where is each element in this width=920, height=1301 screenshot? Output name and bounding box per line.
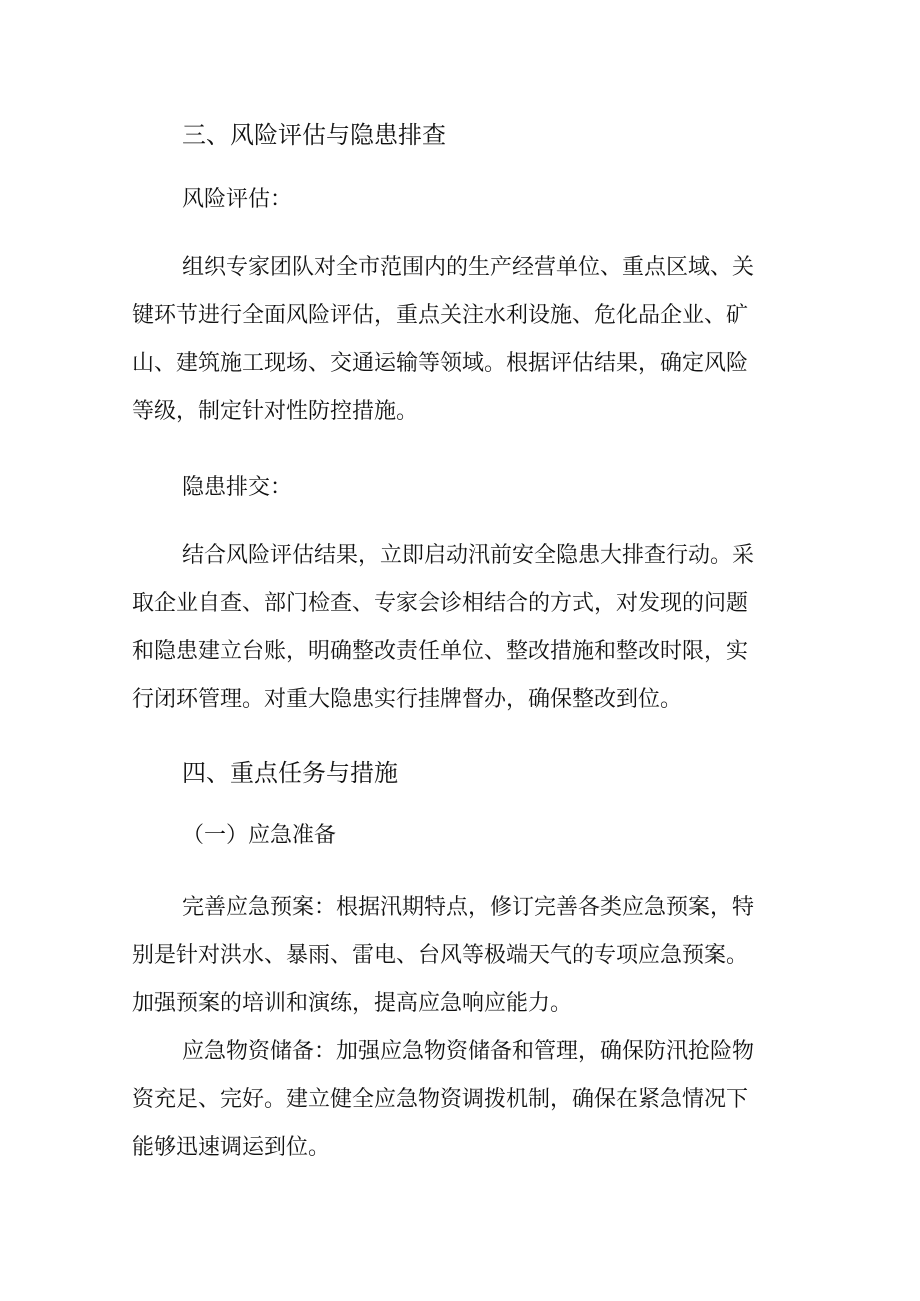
- paragraph-line: 结合风险评估结果，立即启动汛前安全隐患大排查行动。采: [182, 543, 755, 568]
- paragraph-line: 行闭环管理。对重大隐患实行挂牌督办，确保整改到位。: [132, 687, 683, 712]
- hazard-check-label: 隐患排交：: [182, 475, 293, 500]
- paragraph-line: 和隐患建立台账，明确整改责任单位、整改措施和整改时限，实: [132, 639, 749, 664]
- paragraph-line: 取企业自查、部门检查、专家会诊相结合的方式，对发现的问题: [132, 591, 749, 616]
- paragraph-line: 资充足、完好。建立健全应急物资调拨机制，确保在紧急情况下: [132, 1087, 749, 1112]
- paragraph-line: 能够迅速调运到位。: [132, 1135, 331, 1160]
- risk-assessment-label: 风险评估：: [182, 187, 293, 212]
- subsection-1-title: （一）应急准备: [182, 823, 337, 848]
- paragraph-line: 等级，制定针对性防控措施。: [132, 399, 419, 424]
- paragraph-line: 别是针对洪水、暴雨、雷电、台风等极端天气的专项应急预案。: [132, 943, 749, 968]
- emergency-plan-paragraph: [132, 884, 786, 1028]
- paragraph-line: 加强预案的培训和演练，提高应急响应能力。: [132, 991, 573, 1016]
- paragraph-line: 完善应急预案：根据汛期特点，修订完善各类应急预案，特: [182, 895, 755, 920]
- hazard-check-paragraph: [132, 532, 786, 724]
- section-4-heading: 四、重点任务与措施: [182, 759, 398, 787]
- risk-assessment-paragraph: [132, 244, 786, 436]
- paragraph-line: 键环节进行全面风险评估，重点关注水利设施、危化品企业、矿: [132, 303, 749, 328]
- paragraph-line: 应急物资储备：加强应急物资储备和管理，确保防汛抢险物: [182, 1039, 755, 1064]
- emergency-supplies-paragraph: [132, 1028, 786, 1172]
- section-3-heading: 三、风险评估与隐患排查: [182, 121, 446, 149]
- paragraph-line: 山、建筑施工现场、交通运输等领域。根据评估结果，确定风险: [132, 351, 749, 376]
- paragraph-line: 组织专家团队对全市范围内的生产经营单位、重点区域、关: [182, 255, 755, 280]
